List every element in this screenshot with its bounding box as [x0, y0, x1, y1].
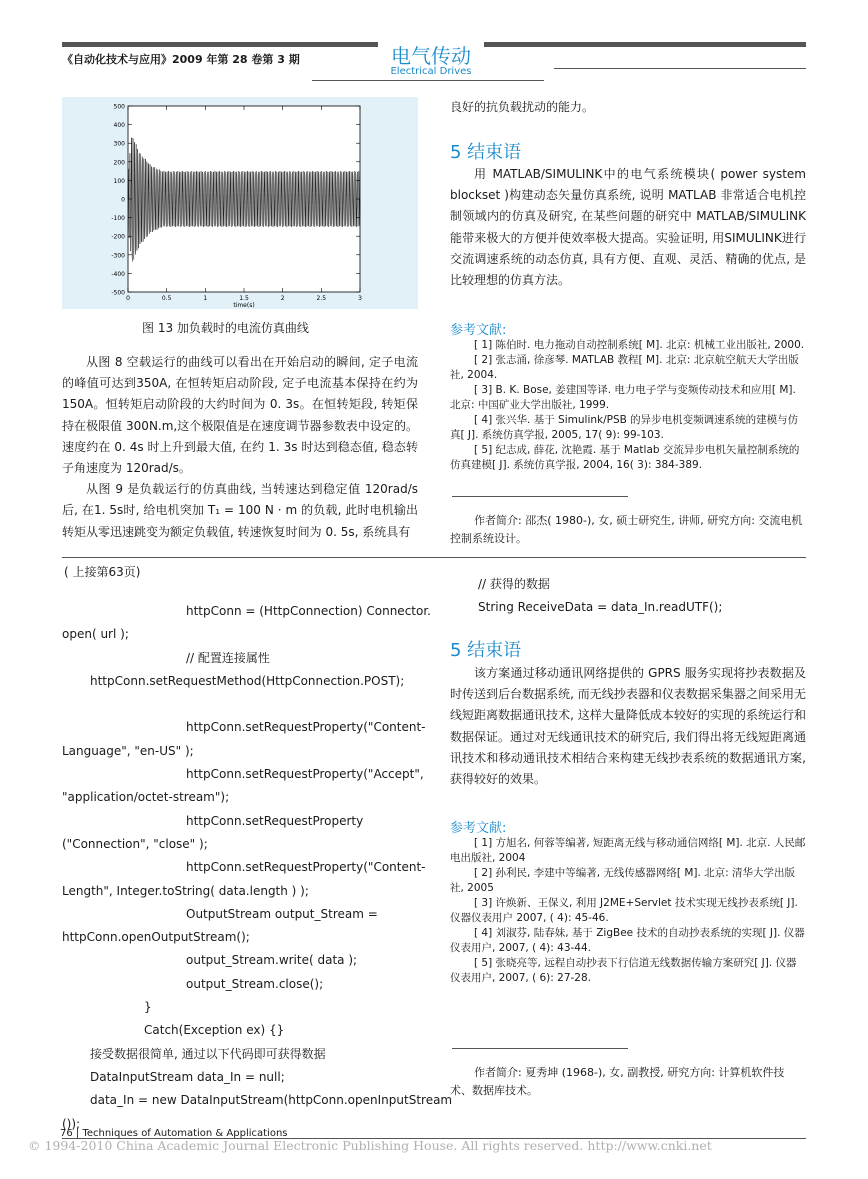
- code-line: "application/octet-stream");: [62, 790, 230, 805]
- y-tick-label: 200: [113, 159, 125, 167]
- code-line: DataInputStream data_In = null;: [90, 1069, 285, 1084]
- code-line: // 配置连接属性: [186, 650, 270, 665]
- code-block-left: [62, 600, 453, 1136]
- code-line: Length", Integer.toString( data.length ) );: [62, 883, 309, 898]
- code-line: httpConn = (HttpConnection) Connector.: [186, 604, 431, 618]
- paragraph: 从图 8 空载运行的曲线可以看出在开始启动的瞬间, 定子电流的峰值可达到350A, 在恒转矩启动阶段, 定子电流基本保持在约为 150A。恒转矩启动阶段的大约时间为 0. 3s。在恒转矩段, 转矩保持在极限值 300N.m,这个极限值是在速度调节器参数表中设定的。速度约在 0. 4s 时上升到最大值, 在约 1. 3s 时达到稳态值, 稳态转子角速度为 120rad/s。: [62, 355, 418, 476]
- y-tick-label: -200: [111, 233, 125, 241]
- y-tick-label: -500: [111, 289, 125, 297]
- x-tick-label: 1: [203, 295, 208, 302]
- code-line: ("Connection", "close" );: [62, 836, 208, 851]
- code-line: httpConn.setRequestProperty("Accept",: [186, 767, 424, 782]
- section-title-cn: 电气传动: [391, 44, 471, 68]
- copyright-watermark: © 1994-2010 China Academic Journal Electronic Publishing House. All rights reserved. http://www.cnki.net: [28, 1138, 712, 1153]
- header-right-line: [554, 68, 806, 69]
- references-title: 参考文献:: [450, 323, 507, 338]
- y-tick-label: 100: [113, 177, 125, 185]
- code-line: [62, 693, 422, 716]
- header-underline: [312, 80, 544, 81]
- y-tick-label: -100: [111, 215, 125, 223]
- code-line: Catch(Exception ex) {}: [144, 1023, 285, 1038]
- code-line: Language", "en-US" );: [62, 743, 194, 758]
- reference-item: [ 3] B. K. Bose, 姜建国等译. 电力电子学与变频传动技术和应用[ M]. 北京: 中国矿业大学出版社, 1999.: [450, 384, 796, 411]
- code-line: data_In = new DataInputStream(httpConn.openInputStream: [90, 1093, 453, 1108]
- code-line: httpConn.setRequestProperty("Content-: [186, 720, 426, 735]
- right-continuation: 良好的抗负载扰动的能力。: [450, 100, 595, 114]
- reference-item: [ 1] 陈伯时. 电力拖动自动控制系统[ M]. 北京: 机械工业出版社, 2000.: [474, 339, 805, 351]
- code-line: output_Stream.close();: [186, 976, 324, 991]
- x-tick-label: 0: [126, 295, 130, 302]
- reference-item: [ 3] 许焕新、王保义, 利用 J2ME+Servlet 技术实现无线抄表系统[ J]. 仪器仪表用户 2007, ( 4): 45-46.: [450, 897, 798, 924]
- y-tick-label: -400: [111, 270, 125, 278]
- section-title-en: Electrical Drives: [390, 66, 472, 77]
- header-bar-left: [62, 42, 378, 47]
- current-chart: [62, 97, 418, 309]
- x-axis-label: time(s): [233, 302, 255, 309]
- code-line: httpConn.setRequestProperty("Content-: [186, 860, 426, 875]
- code-line: open( url );: [62, 627, 129, 642]
- page-number: 76 | Techniques of Automation & Applications: [60, 1128, 288, 1139]
- y-tick-label: 400: [113, 122, 125, 130]
- x-tick-label: 2: [280, 295, 285, 302]
- y-tick-label: 500: [113, 103, 125, 111]
- figure-caption: 图 13 加负载时的电流仿真曲线: [142, 321, 309, 335]
- code-line: output_Stream.write( data );: [186, 953, 358, 968]
- code-line: }: [144, 1000, 152, 1015]
- reference-item: [ 5] 纪志成, 薛花, 沈艳霞. 基于 Matlab 交流异步电机矢量控制系统的仿真建模[ J]. 系统仿真学报, 2004, 16( 3): 384-389.: [450, 444, 800, 471]
- code-block-right: [478, 573, 722, 620]
- x-tick-label: 0.5: [161, 295, 172, 302]
- article-divider: [62, 557, 806, 558]
- x-tick-label: 3: [358, 295, 362, 302]
- reference-item: [ 5] 张晓亮等, 远程自动抄表下行信道无线数据传输方案研究[ J]. 仪器仪表用户, 2007, ( 6): 27-28.: [450, 957, 797, 984]
- code-line: ());: [62, 1116, 81, 1131]
- y-tick-label: -300: [111, 252, 125, 260]
- code-line: httpConn.setRequestProperty: [186, 813, 364, 828]
- reference-item: [ 1] 方旭名, 何蓉等编著, 短距离无线与移动通信网络[ M]. 北京. 人民邮电出版社, 2004: [450, 837, 806, 864]
- code-line: httpConn.setRequestMethod(HttpConnection.POST);: [90, 673, 405, 688]
- references-title: 参考文献:: [450, 821, 507, 836]
- author-note: 作者简介: 夏秀坤 (1968-), 女, 副教授, 研究方向: 计算机软件技术、数据库技术。: [450, 1066, 785, 1097]
- figure-frame: [62, 97, 418, 309]
- journal-header: 《自动化技术与应用》2009 年第 28 卷第 3 期: [62, 53, 300, 66]
- x-tick-label: 1.5: [239, 295, 249, 302]
- section-heading: 5 结束语: [450, 142, 522, 163]
- references-list: [450, 338, 806, 473]
- reference-item: [ 2] 张志涌, 徐彦琴. MATLAB 教程[ M]. 北京: 北京航空航天大学出版社, 2004.: [450, 354, 799, 381]
- reference-item: [ 4] 张兴华. 基于 Simulink/PSB 的异步电机变频调速系统的建模与仿真[ J]. 系统仿真学报, 2005, 17( 9): 99-103.: [450, 414, 799, 441]
- continued-marker: ( 上接第63页): [64, 565, 141, 579]
- conclusion-text: 用 MATLAB/SIMULINK中的电气系统模块( power system blockset )构建动态矢量仿真系统, 说明 MATLAB 非常适合电机控制领域内的仿真及研究, 在某些问题的研究中 MATLAB/SIMULINK能带来极大的方便并使效率极大提高。实验证明, 用SIMULINK进行交流调速系统的动态仿真, 具有方便、直观、灵活、精确的优点, 是比较理想的仿真方法。: [450, 167, 806, 288]
- y-tick-label: 300: [113, 140, 125, 148]
- author-separator: [452, 1048, 628, 1049]
- code-line: OutputStream output_Stream =: [186, 906, 378, 921]
- left-top-text: [62, 352, 418, 543]
- reference-item: [ 4] 刘淑芬, 陆春妹, 基于 ZigBee 技术的自动抄表系统的实现[ J]. 仪器仪表用户, 2007, ( 4): 43-44.: [450, 927, 805, 954]
- conclusion-text: 该方案通过移动通讯网络提供的 GPRS 服务实现将抄表数据及时传送到后台数据系统, 而无线抄表器和仪表数据采集器之间采用无线短距离数据通讯技术, 这样大量降低成本较好的实现的系统运行和数据保证。通过对无线通讯技术的研究后, 我们得出将无线短距离通讯技术和移动通讯技术相结合来构建无线抄表系统的数据通讯方案, 获得较好的效果。: [450, 666, 806, 787]
- y-tick-label: 0: [121, 196, 125, 204]
- section-heading: 5 结束语: [450, 640, 522, 661]
- reference-item: [ 2] 孙利民, 李建中等编著, 无线传感器网络[ M]. 北京: 清华大学出版社, 2005: [450, 867, 796, 894]
- code-line: String ReceiveData = data_In.readUTF();: [478, 600, 723, 615]
- header-bar-right: [484, 42, 806, 47]
- paragraph: 从图 9 是负载运行的仿真曲线, 当转速达到稳定值 120rad/s后, 在1. 5s时, 给电机突加 T₁ = 100 N · m 的负载, 此时电机输出转矩从零迅速跳变为额定负载值, 转速恢复时间为 0. 5s, 系统具有: [62, 482, 418, 539]
- author-separator: [452, 496, 628, 497]
- code-line: 接受数据很简单, 通过以下代码即可获得数据: [90, 1046, 326, 1061]
- x-tick-label: 2.5: [316, 295, 327, 302]
- references-list: [450, 836, 806, 986]
- author-note: 作者简介: 邵杰( 1980-), 女, 硕士研究生, 讲师, 研究方向: 交流电机控制系统设计。: [450, 514, 803, 545]
- code-line: httpConn.openOutputStream();: [62, 930, 250, 945]
- code-line: // 获得的数据: [478, 577, 550, 591]
